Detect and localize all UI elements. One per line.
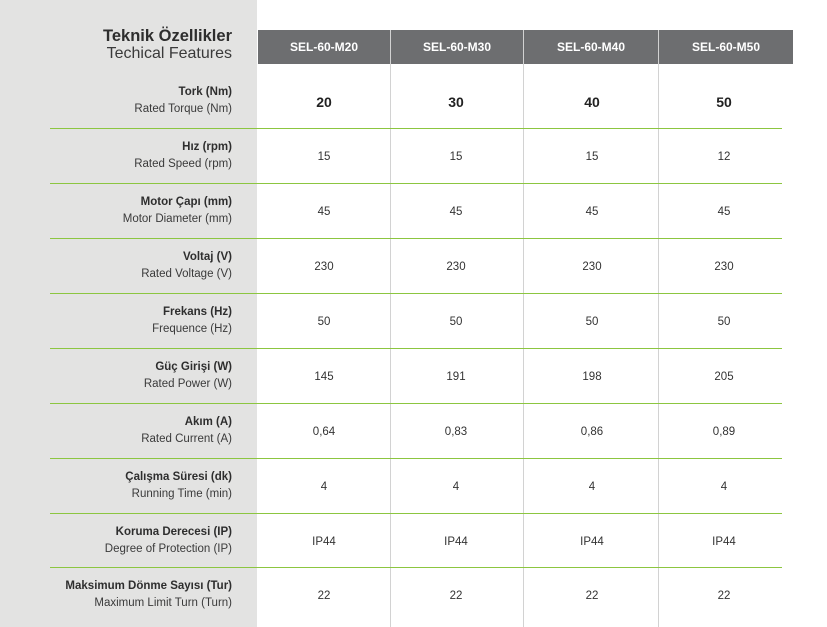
row-divider	[50, 513, 782, 514]
row-label-voltage	[0, 249, 232, 289]
table-cell-torque-2: 30	[448, 94, 464, 110]
table-cell-speed-4: 12	[717, 151, 731, 163]
row-label-turkish: Voltaj (V)	[183, 251, 232, 263]
table-cell-running-time-1: 4	[320, 481, 328, 493]
row-label-english: Rated Torque (Nm)	[134, 103, 232, 115]
table-cell-speed-3: 15	[585, 151, 599, 163]
row-divider	[50, 348, 782, 349]
row-label-current	[0, 414, 232, 454]
table-cell-motor-diameter-1: 45	[317, 206, 331, 218]
table-cell-motor-diameter-3: 45	[585, 206, 599, 218]
row-label-english: Rated Voltage (V)	[141, 268, 232, 280]
row-label-english: Rated Speed (rpm)	[134, 158, 232, 170]
row-divider	[50, 238, 782, 239]
table-cell-frequency-1: 50	[317, 316, 331, 328]
column-header-m50: SEL-60-M50	[659, 30, 793, 64]
column-header-m40: SEL-60-M40	[524, 30, 658, 64]
row-label-max-turn	[0, 578, 232, 618]
row-label-turkish: Akım (A)	[184, 416, 232, 428]
table-cell-power-3: 198	[582, 371, 602, 383]
table-cell-power-1: 145	[314, 371, 334, 383]
row-label-speed	[0, 139, 232, 179]
table-cell-current-4: 0,89	[712, 426, 736, 438]
row-label-turkish: Tork (Nm)	[178, 86, 232, 98]
row-label-english: Degree of Protection (IP)	[104, 543, 232, 555]
table-cell-running-time-4: 4	[720, 481, 728, 493]
column-divider	[390, 30, 391, 627]
row-label-turkish: Koruma Derecesi (IP)	[115, 526, 232, 538]
table-cell-voltage-3: 230	[582, 261, 602, 273]
table-cell-frequency-3: 50	[585, 316, 599, 328]
table-cell-torque-4: 50	[716, 94, 732, 110]
row-divider	[50, 293, 782, 294]
table-cell-current-3: 0,86	[580, 426, 604, 438]
table-cell-max-turn-1: 22	[317, 590, 331, 602]
row-divider	[50, 128, 782, 129]
table-cell-torque-3: 40	[584, 94, 600, 110]
column-header-m30: SEL-60-M30	[391, 30, 523, 64]
row-label-power	[0, 359, 232, 399]
table-cell-max-turn-3: 22	[585, 590, 599, 602]
row-label-turkish: Çalışma Süresi (dk)	[125, 471, 232, 483]
table-cell-protection-4: IP44	[712, 536, 736, 548]
table-cell-motor-diameter-4: 45	[717, 206, 731, 218]
column-divider	[658, 30, 659, 627]
table-cell-protection-3: IP44	[580, 536, 604, 548]
table-cell-frequency-2: 50	[449, 316, 463, 328]
table-cell-voltage-2: 230	[446, 261, 466, 273]
table-cell-torque-1: 20	[316, 94, 332, 110]
table-cell-protection-1: IP44	[312, 536, 336, 548]
row-label-turkish: Güç Girişi (W)	[155, 361, 232, 373]
table-cell-max-turn-2: 22	[449, 590, 463, 602]
row-label-motor-diameter	[0, 194, 232, 234]
row-divider	[50, 567, 782, 568]
row-label-turkish: Hız (rpm)	[182, 141, 232, 153]
column-header-m20: SEL-60-M20	[258, 30, 390, 64]
row-label-english: Motor Diameter (mm)	[122, 213, 232, 225]
row-label-turkish: Maksimum Dönme Sayısı (Tur)	[65, 580, 232, 592]
table-cell-speed-1: 15	[317, 151, 331, 163]
row-label-english: Running Time (min)	[131, 488, 232, 500]
row-label-english: Rated Current (A)	[141, 433, 232, 445]
table-cell-frequency-4: 50	[717, 316, 731, 328]
table-cell-voltage-4: 230	[714, 261, 734, 273]
row-label-torque	[0, 84, 232, 124]
row-divider	[50, 458, 782, 459]
table-cell-voltage-1: 230	[314, 261, 334, 273]
row-divider	[50, 403, 782, 404]
table-cell-current-2: 0,83	[444, 426, 468, 438]
table-cell-speed-2: 15	[449, 151, 463, 163]
table-cell-power-4: 205	[714, 371, 734, 383]
table-cell-running-time-3: 4	[588, 481, 596, 493]
row-label-english: Frequence (Hz)	[152, 323, 232, 335]
row-label-english: Maximum Limit Turn (Turn)	[94, 597, 232, 609]
row-label-protection	[0, 524, 232, 564]
column-divider	[523, 30, 524, 627]
row-label-turkish: Motor Çapı (mm)	[140, 196, 232, 208]
table-cell-motor-diameter-2: 45	[449, 206, 463, 218]
table-cell-max-turn-4: 22	[717, 590, 731, 602]
row-label-running-time	[0, 469, 232, 509]
row-label-english: Rated Power (W)	[143, 378, 232, 390]
row-label-turkish: Frekans (Hz)	[162, 306, 232, 318]
title-english: Techical Features	[106, 45, 232, 62]
table-cell-protection-2: IP44	[444, 536, 468, 548]
table-cell-current-1: 0,64	[312, 426, 336, 438]
table-cell-power-2: 191	[446, 371, 466, 383]
table-cell-running-time-2: 4	[452, 481, 460, 493]
row-label-frequency	[0, 304, 232, 344]
row-divider	[50, 183, 782, 184]
table-title	[0, 27, 232, 63]
title-turkish: Teknik Özellikler	[102, 27, 232, 45]
